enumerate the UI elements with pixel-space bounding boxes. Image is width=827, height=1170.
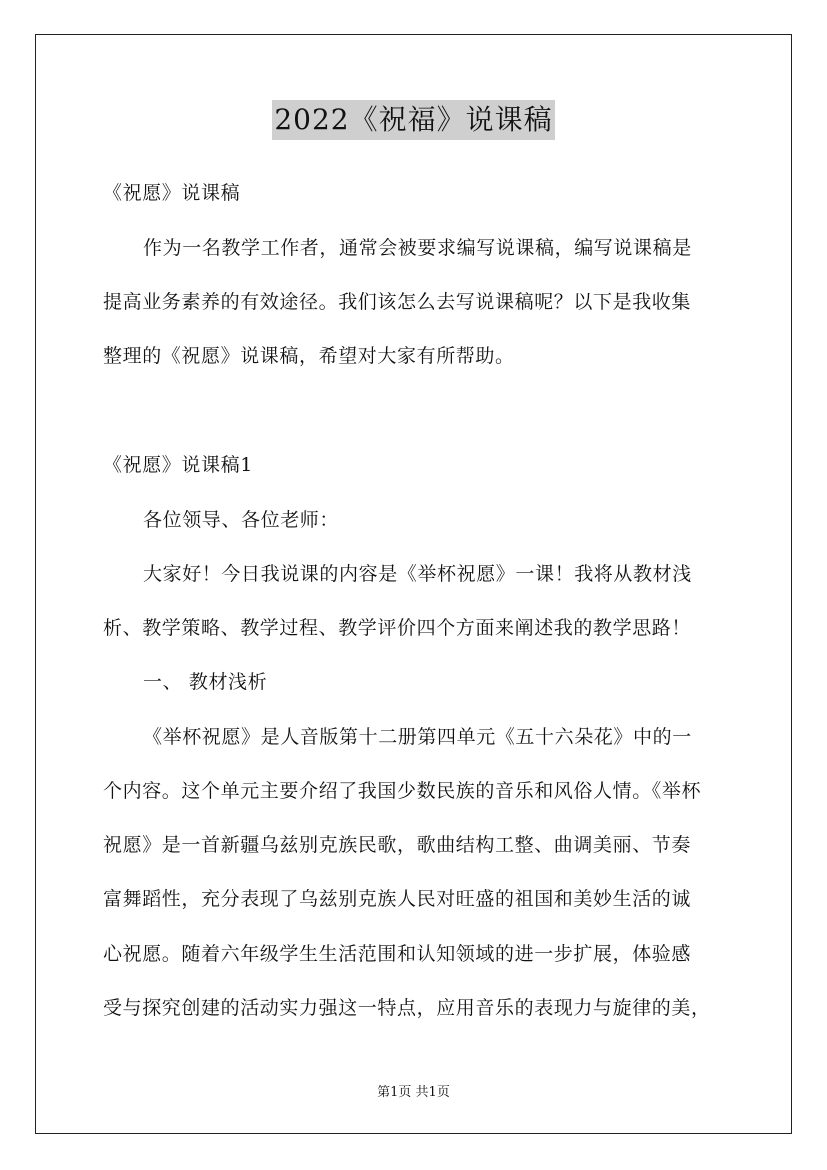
title-container [0,100,827,140]
paragraph-line: 析、教学策略、教学过程、教学评价四个方面来阐述我的教学思路！ [103,617,692,639]
paragraph-line: 《举杯祝愿》是人音版第十二册第四单元《五十六朵花》中的一 [143,726,692,748]
paragraph-line: 富舞蹈性，充分表现了乌兹别克族人民对旺盛的祖国和美妙生活的诚 [103,888,692,910]
paragraph-line: 受与探究创建的活动实力强这一特点，应用音乐的表现力与旋律的美， [103,997,711,1019]
paragraph-line: 整理的《祝愿》说课稿，希望对大家有所帮助。 [103,345,515,367]
paragraph-line: 提高业务素养的有效途径。我们该怎么去写说课稿呢？以下是我收集 [103,291,692,313]
subtitle-line: 《祝愿》说课稿 [103,182,241,204]
paragraph-line: 作为一名教学工作者，通常会被要求编写说课稿，编写说课稿是 [143,237,692,259]
paragraph-line: 心祝愿。随着六年级学生生活范围和认知领域的进一步扩展，体验感 [103,943,692,965]
document-title: 2022《祝福》说课稿 [272,100,554,140]
salutation-line: 各位领导、各位老师： [143,509,340,531]
paragraph-line: 祝愿》是一首新疆乌兹别克族民歌，歌曲结构工整、曲调美丽、节奏 [103,834,692,856]
paragraph-line: 个内容。这个单元主要介绍了我国少数民族的音乐和风俗人情。《举杯 [103,780,702,802]
section-heading: 《祝愿》说课稿1 [103,454,253,476]
subsection-heading: 一、 教材浅析 [143,671,268,693]
paragraph-line: 大家好！今日我说课的内容是《举杯祝愿》一课！我将从教材浅 [143,563,692,585]
page-number-footer: 第1页 共1页 [377,1085,450,1100]
